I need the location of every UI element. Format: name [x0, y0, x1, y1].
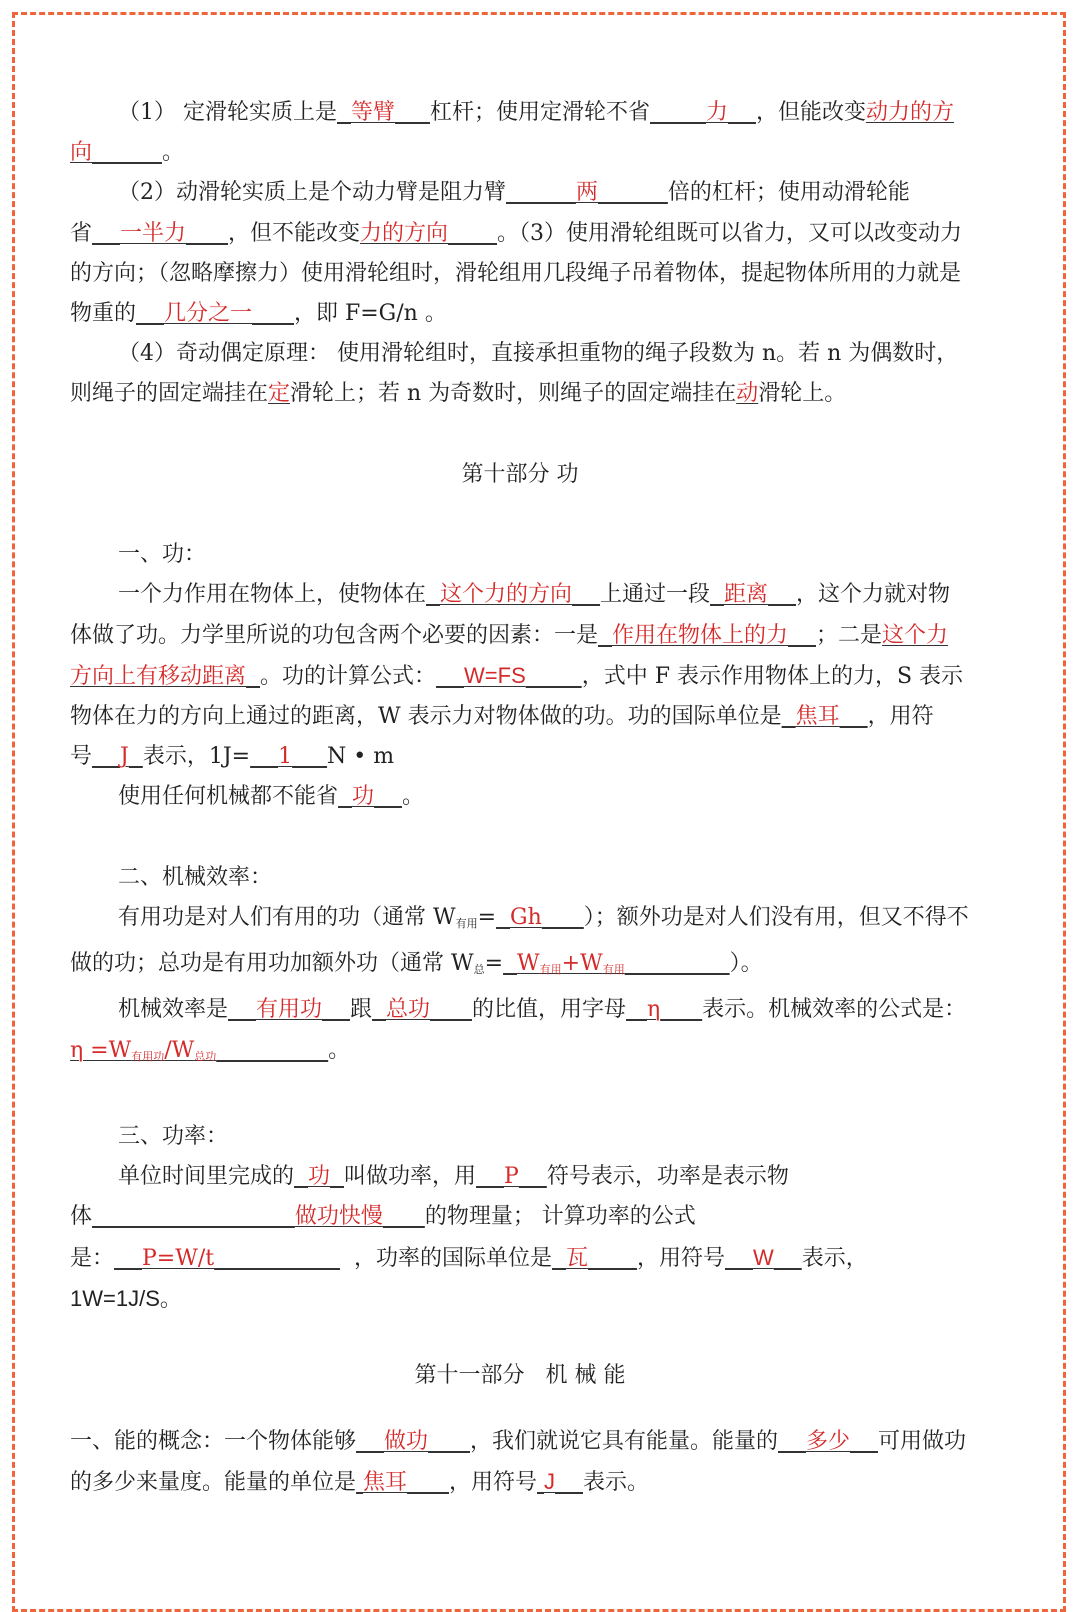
- answer-blank: 距离: [724, 582, 769, 608]
- answer-blank: 做功快慢: [294, 1204, 383, 1230]
- answer-blank: 瓦: [566, 1245, 589, 1271]
- answer-blank: 总功: [386, 997, 431, 1023]
- answer-blank: 力的方向: [360, 220, 449, 246]
- pulley-paragraph-4: （4）奇动偶定原理： 使用滑轮组时，直接承担重物的绳子段数为 n。若 n 为偶数时，则绳子的固定端挂在定滑轮上；若 n 为奇数时，则绳子的固定端挂在动滑轮上。: [70, 341, 959, 407]
- answer-blank: W: [752, 1244, 774, 1270]
- answer-blank: 功: [308, 1164, 331, 1190]
- document-body: [70, 93, 970, 1504]
- work-conservation-line: 使用任何机械都不能省 功 。: [118, 784, 425, 810]
- section-heading-power: 三、功率：: [118, 1124, 229, 1150]
- answer-blank: 做功: [384, 1429, 429, 1455]
- section-heading-work: 一、功：: [118, 542, 207, 568]
- answer-blank: P=W/t: [142, 1245, 215, 1271]
- answer-blank: P: [504, 1164, 519, 1190]
- answer-blank: W=FS: [464, 662, 526, 688]
- answer-blank: 两: [575, 180, 598, 206]
- answer-blank: 力: [705, 100, 728, 125]
- answer-blank: 等臂: [351, 100, 396, 125]
- section-heading-efficiency: 二、机械效率：: [118, 864, 273, 890]
- answer-blank: 几分之一: [164, 301, 253, 327]
- answer-blank: 动力的方向: [70, 100, 954, 166]
- part11-title: 第十一部分 机 械 能: [414, 1363, 626, 1389]
- answer-blank: 焦耳: [363, 1470, 408, 1496]
- answer-blank: 1: [278, 744, 293, 770]
- energy-paragraph: 一、能的概念：一个物体能够 做功 ，我们就说它具有能量。能量的 多少 可用做功的多少来量度。能量的单位是 焦耳 ，用符号 J 表示。: [70, 1429, 966, 1496]
- answer-blank: 定: [268, 381, 291, 407]
- answer-blank: 作用在物体上的力: [612, 622, 789, 648]
- answer-blank: $\eta =W_{有用功}/W_{总功}$: [70, 1037, 217, 1063]
- work-paragraph: 一个力作用在物体上，使物体在 这个力的方向 上通过一段 距离 ，这个力就对物体做了功。力学里所说的功包含两个必要的因素：一是 作用在物体上的力 ；二是这个力方向上有移动距离 。功的计算公式： W=FS ，式中 F 表示作用物体上的力，S 表示物体在力的方向上通过的距离，W 表示力对物体做的功。功的国际单位是 焦耳 ，用符号 J 表示，1J= 1 N • m: [70, 582, 964, 770]
- efficiency-paragraph-2: 机械效率是 有用功 跟 总功 的比值，用字母 η 表示。机械效率的公式是：$\eta =W_{有用功}/W_{总功}$ 。: [70, 997, 967, 1063]
- answer-blank: J: [120, 744, 129, 770]
- answer-blank: η: [647, 997, 661, 1023]
- answer-blank: 焦耳: [795, 704, 840, 730]
- efficiency-paragraph-1: 有用功是对人们有用的功（通常 $W_{有用}= Gh$ ）；额外功是对人们没有用，但又不得不做的功；总功是有用功加额外功（通常 $W_总= W_{有用}+W_{有用}$ ）。: [70, 905, 969, 977]
- answer-blank: 动: [736, 381, 759, 407]
- part10-title: 第十部分 功: [461, 461, 579, 487]
- answer-blank: 多少: [805, 1429, 850, 1455]
- answer-blank: 有用功: [256, 997, 323, 1023]
- answer-blank: 功: [352, 784, 375, 810]
- answer-blank: 这个力的方向: [440, 582, 573, 608]
- answer-blank: $W_{有用}+W_{有用}$: [517, 951, 625, 977]
- answer-blank: 这个力方向上有移动距离: [70, 622, 949, 689]
- answer-blank: J: [544, 1469, 556, 1495]
- power-paragraph: 单位时间里完成的 功 叫做功率，用 P 符号表示，功率是表示物体 做功快慢 的物理量； 计算功率的公式是： P=W/t ，功率的国际单位是 瓦 ，用符号 W 表示，1W=1J/S。: [70, 1164, 868, 1312]
- pulley-paragraph-2: （2）动滑轮实质上是个动力臂是阻力臂 两 倍的杠杆；使用动滑轮能省 一半力 ，但不能改变力的方向 。（3）使用滑轮组既可以省力，又可以改变动力的方向；（忽略摩擦力）使用滑轮组时，滑轮组用几段绳子吊着物体，提起物体所用的力就是物重的 几分之一 ，即 F=G/n 。: [70, 180, 962, 327]
- answer-blank: 一半力: [120, 220, 187, 246]
- answer-blank: Gh: [510, 905, 542, 931]
- pulley-paragraph-1: （1） 定滑轮实质上是 等臂 杠杆；使用定滑轮不省 力 ，但能改变动力的方向 。: [70, 100, 954, 166]
